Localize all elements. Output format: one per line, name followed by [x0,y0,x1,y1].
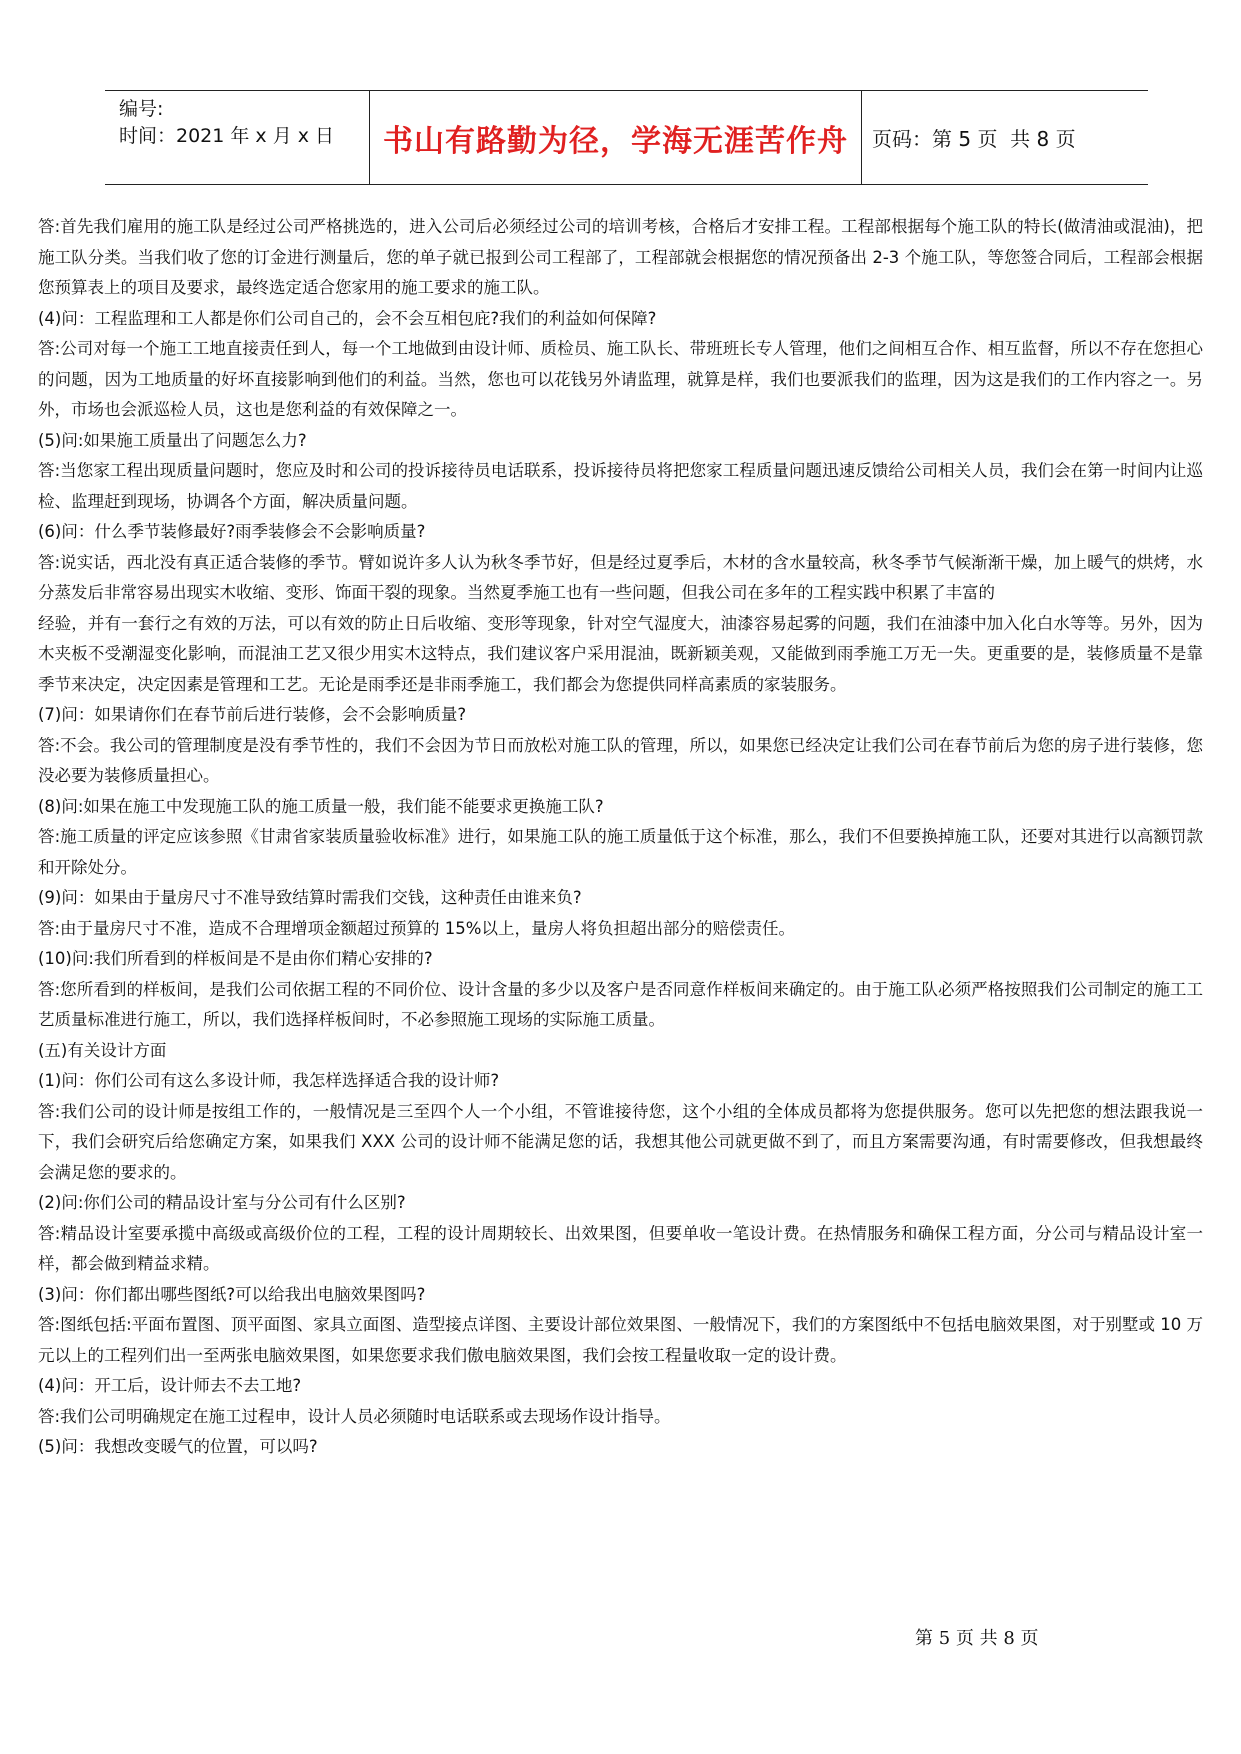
paragraph: 答:您所看到的样板间，是我们公司依据工程的不同价位、设计含量的多少以及客户是否同意作样板间来确定的。由于施工队必须严格按照我们公司制定的施工工艺质量标准进行施工，所以，我们选择样板间时，不必参照施工现场的实际施工质量。 [38,979,1203,1029]
paragraph: 经验，并有一套行之有效的万法，可以有效的防止日后收缩、变形等现象，针对空气湿度大，油漆容易起雾的问题，我们在油漆中加入化白水等等。另外，因为木夹板不受潮湿变化影响，而混油工艺又很少用实木这特点，我们建议客户采用混油，既新颖美观，又能做到雨季施工万无一失。更重要的是，装修质量不是靠季节来决定，决定因素是管理和工艺。无论是雨季还是非雨季施工，我们都会为您提供同样高素质的家装服务。 [38,613,1203,694]
document-body [38,212,1203,1463]
header-motto: 书山有路勤为径，学海无涯苦作舟 [370,91,862,184]
paragraph: (3)问：你们都出哪些图纸?可以给我出电脑效果图吗? [38,1284,426,1304]
paragraph: 答:首先我们雇用的施工队是经过公司严格挑选的，进入公司后必须经过公司的培训考核，合格后才安排工程。工程部根据每个施工队的特长(做清油或混油)，把施工队分类。当我们收了您的订金进行测量后，您的单子就已报到公司工程部了，工程部就会根据您的情况预备出 2-3 个施工队，等您签合同后，工程部会根据您预算表上的项目及要求，最终选定适合您家用的施工要求的施工队。 [38,217,1203,297]
paragraph: 答:当您家工程出现质量问题时，您应及时和公司的投诉接待员电话联系，投诉接待员将把您家工程质量问题迅速反馈给公司相关人员，我们会在第一时间内让巡检、监理赶到现场，协调各个方面，解决质量问题。 [38,461,1203,511]
paragraph: (2)问:你们公司的精品设计室与分公司有什么区别? [38,1193,406,1212]
header-meta [105,91,370,184]
paragraph: (7)问：如果请你们在春节前后进行装修，会不会影响质量? [38,705,467,724]
paragraph: (6)问：什么季节装修最好?雨季装修会不会影响质量? [38,522,426,541]
paragraph: 答:不会。我公司的管理制度是没有季节性的，我们不会因为节日而放松对施工队的管理，所以，如果您已经决定让我们公司在春节前后为您的房子进行装修，您没必要为装修质量担心。 [38,735,1203,785]
paragraph: 答:精品设计室要承揽中高级或高级价位的工程，工程的设计周期较长、出效果图，但要单收一笔设计费。在热情服务和确保工程方面，分公司与精品设计室一样，都会做到精益求精。 [38,1223,1203,1273]
footer-page-number: 第 5 页 共 8 页 [915,1628,1039,1649]
paragraph: (5)问：我想改变暖气的位置，可以吗? [38,1437,318,1456]
section-heading: (五)有关设计方面 [38,1040,167,1060]
paragraph: (4)问：工程监理和工人都是你们公司自己的，会不会互相包庇?我们的利益如何保障? [38,308,657,328]
paragraph: (4)问：开工后，设计师去不去工地? [38,1376,302,1395]
paragraph: (9)问：如果由于量房尺寸不准导致结算时需我们交钱，这种责任由谁来负? [38,888,582,907]
paragraph: 答:图纸包括:平面布置图、顶平面图、家具立面图、造型接点详图、主要设计部位效果图、一般情况下，我们的方案图纸中不包括电脑效果图，对于别墅或 10 万元以上的工程列们出一至两张电脑效果图，如果您要求我们傲电脑效果图，我们会按工程量收取一定的设计费。 [38,1315,1203,1365]
paragraph: 答:公司对每一个施工工地直接责任到人，每一个工地做到由设计师、质检员、施工队长、带班班长专人管理，他们之间相互合作、相互监督，所以不存在您担心的问题，因为工地质量的好坏直接影响到他们的利益。当然，您也可以花钱另外请监理，就算是样，我们也要派我们的监理，因为这是我们的工作内容之一。另外，市场也会派巡检人员，这也是您利益的有效保障之一。 [38,339,1203,419]
date-label: 时间：2021 年 x 月 x 日 [119,125,335,147]
paragraph: (5)问:如果施工质量出了问题怎么力? [38,430,307,450]
paragraph: (8)问:如果在施工中发现施工队的施工质量一般，我们能不能要求更换施工队? [38,796,604,816]
paragraph: 答:施工质量的评定应该参照《甘肃省家装质量验收标准》进行，如果施工队的施工质量低于这个标准，那么，我们不但要换掉施工队，还要对其进行以高额罚款和开除处分。 [38,827,1203,877]
paragraph: 答:由于量房尺寸不准，造成不合理增项金额超过预算的 15%以上，量房人将负担超出部分的赔偿责任。 [38,918,795,938]
serial-number-label: 编号: [119,98,164,120]
paragraph: 答:我们公司明确规定在施工过程申，设计人员必须随时电话联系或去现场作设计指导。 [38,1406,671,1426]
paragraph: 答:说实话，西北没有真正适合装修的季节。臂如说许多人认为秋冬季节好，但是经过夏季后，木材的含水量较高，秋冬季节气候渐渐干燥，加上暖气的烘烤，水分蒸发后非常容易出现实木收缩、变形、饰面干裂的现象。当然夏季施工也有一些问题，但我公司在多年的工程实践中积累了丰富的 [38,552,1203,602]
header-page-info: 页码：第 5 页 共 8 页 [872,127,1076,151]
page-header [105,90,1148,185]
paragraph: (1)问：你们公司有这么多设计师，我怎样选择适合我的设计师? [38,1071,500,1090]
paragraph: (10)问:我们所看到的样板间是不是由你们精心安排的? [38,949,433,968]
paragraph: 答:我们公司的设计师是按组工作的，一般情况是三至四个人一个小组，不管谁接待您，这个小组的全体成员都将为您提供服务。您可以先把您的想法跟我说一下，我们会研究后给您确定方案，如果我们 XXX 公司的设计师不能满足您的话，我想其他公司就更做不到了，而且方案需要沟通，有时需要修改，但我想最终会满足您的要求的。 [38,1101,1203,1182]
